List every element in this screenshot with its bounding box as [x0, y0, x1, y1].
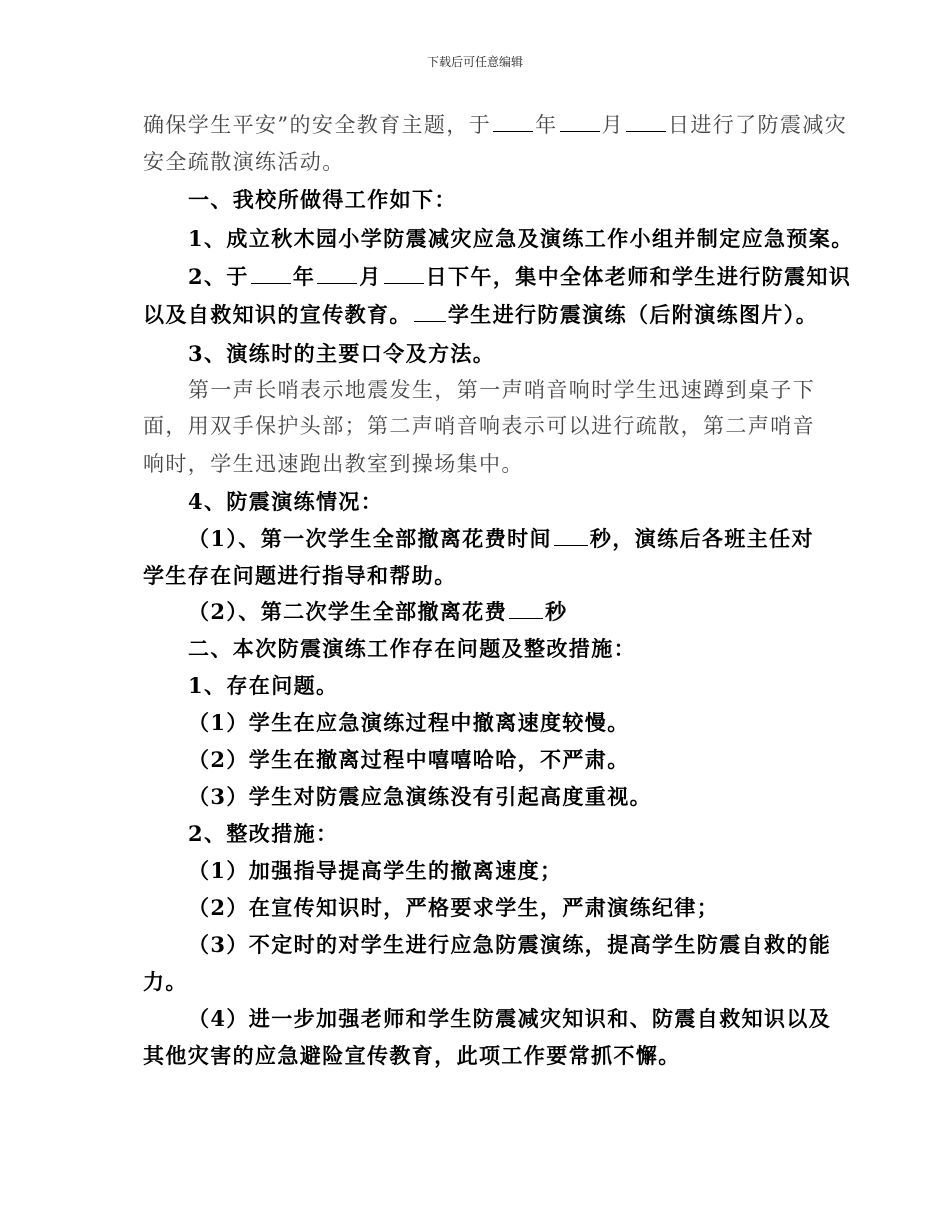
text-run: 秒	[545, 599, 568, 624]
section-heading: 一、我校所做得工作如下：	[188, 187, 457, 212]
fill-blank	[493, 112, 533, 132]
list-item	[188, 599, 568, 625]
text-run: 日下午，集中全体老师和学生进行防震知识	[425, 264, 852, 289]
paragraph-line: 面，用双手保护头部；第二声哨音响表示可以进行疏散，第二声哨音	[143, 414, 815, 438]
list-item: 3、演练时的主要口令及方法。	[188, 341, 496, 366]
fill-blank	[554, 526, 588, 546]
text-run: 2、于	[188, 264, 249, 289]
list-item	[188, 264, 851, 290]
paragraph-line	[143, 302, 818, 328]
paragraph-line: 力。	[143, 969, 188, 994]
text-run: 年	[292, 264, 316, 289]
list-item: （2）在宣传知识时，严格要求学生，严肃演练纪律；	[188, 895, 720, 920]
section-heading: 二、本次防震演练工作存在问题及整改措施：	[188, 636, 636, 661]
text-run: 确保学生平安”的安全教育主题，于	[143, 113, 492, 137]
text-run: 月	[601, 113, 624, 137]
fill-blank	[560, 112, 600, 132]
fill-blank	[384, 264, 424, 284]
list-item: （2）学生在撤离过程中嘻嘻哈哈，不严肃。	[188, 747, 630, 772]
text-run: 月	[359, 264, 382, 289]
text-run: 以及自救知识的宣传教育。	[143, 302, 412, 327]
paragraph-line: 第一声长哨表示地震发生，第一声哨音响时学生迅速蹲到桌子下	[188, 378, 816, 402]
list-item: （3）不定时的对学生进行应急防震演练，提高学生防震自救的能	[188, 932, 832, 957]
fill-blank	[251, 264, 291, 284]
paragraph-line: 响时，学生迅速跑出教室到操场集中。	[143, 452, 524, 476]
list-item: （1）加强指导提高学生的撤离速度；	[188, 858, 563, 883]
list-item: 4、防震演练情况：	[188, 489, 384, 514]
list-item: （1）学生在应急演练过程中撤离速度较慢。	[188, 710, 630, 735]
text-run: 学生进行防震演练（后附演练图片）。	[447, 302, 819, 327]
paragraph-line	[143, 112, 847, 138]
fill-blank	[626, 112, 666, 132]
list-item	[188, 526, 814, 552]
list-item: 1、成立秋木园小学防震减灾应急及演练工作小组并制定应急预案。	[188, 226, 854, 251]
fill-blank	[509, 599, 543, 619]
text-run: 日进行了防震减灾	[667, 113, 848, 137]
paragraph-line: 安全疏散演练活动。	[143, 150, 345, 174]
fill-blank	[317, 264, 357, 284]
text-run: 秒，演练后各班主任对	[589, 526, 814, 551]
text-run: （2）、第二次学生全部撤离花费	[188, 599, 508, 624]
text-run: 年	[535, 113, 558, 137]
fill-blank	[414, 302, 446, 322]
text-run: （1）、第一次学生全部撤离花费时间	[188, 526, 552, 551]
list-item: （4）进一步加强老师和学生防震减灾知识和、防震自救知识以及	[188, 1006, 832, 1031]
list-item: 2、整改措施：	[188, 821, 339, 846]
list-item: （3）学生对防震应急演练没有引起高度重视。	[188, 784, 653, 809]
page-header: 下载后可任意编辑	[426, 55, 523, 69]
paragraph-line: 学生存在问题进行指导和帮助。	[143, 563, 457, 588]
list-item: 1、存在问题。	[188, 673, 339, 698]
paragraph-line: 其他灾害的应急避险宣传教育，此项工作要常抓不懈。	[143, 1043, 681, 1068]
